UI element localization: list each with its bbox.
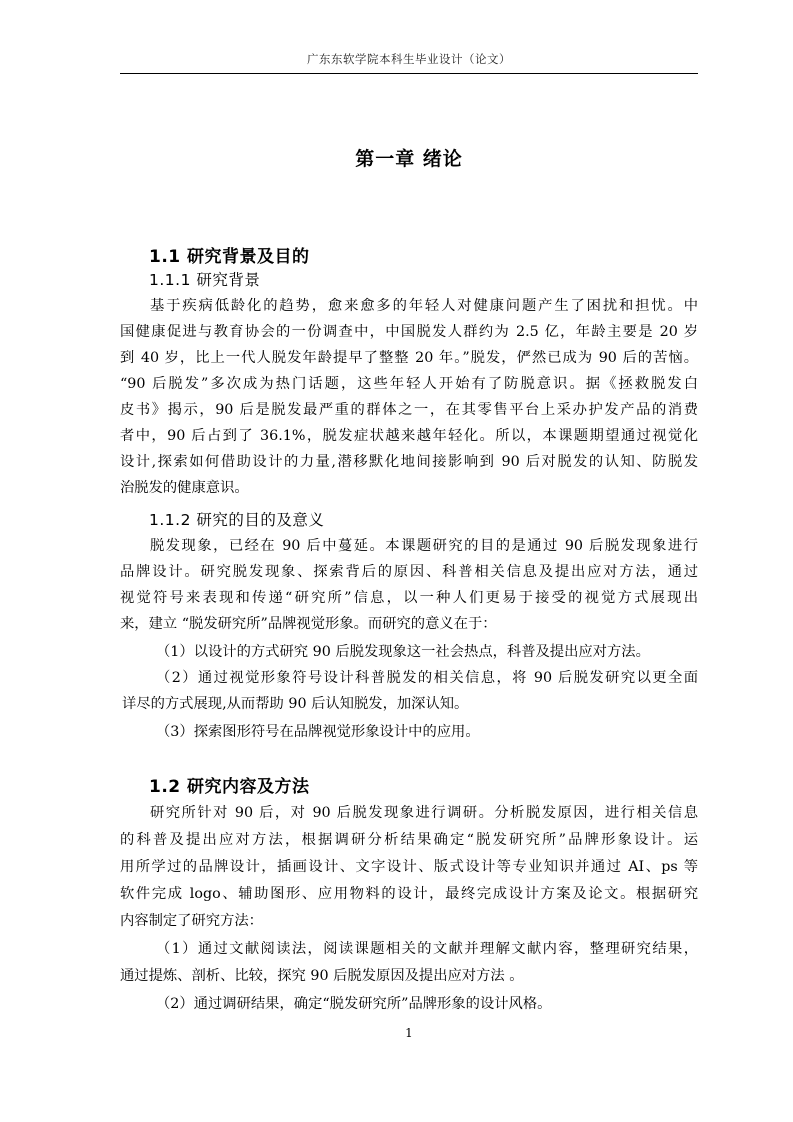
paragraph-line: 皮书》揭示，90 后是脱发最严重的群体之一，在其零售平台上采办护发产品的消费 <box>120 402 698 418</box>
paragraph-line: 品牌设计。研究脱发现象、探索背后的原因、科普相关信息及提出应对方法，通过 <box>120 564 698 580</box>
list-item: （2）通过调研结果，确定“脱发研究所”品牌形象的设计风格。 <box>156 996 552 1012</box>
paragraph-line: 视觉符号来表现和传递“研究所”信息，以一种人们更易于接受的视觉方式展现出 <box>120 590 698 606</box>
paragraph-line: 来，建立 “脱发研究所”品牌视觉形象。而研究的意义在于： <box>120 616 497 632</box>
paragraph-line: 到 40 岁，比上一代人脱发年龄提早了整整 20 年。”脱发，俨然已成为 90 后的苦恼。 <box>120 350 698 366</box>
page-number: 1 <box>405 1026 413 1040</box>
paragraph-line: 基于疾病低龄化的趋势，愈来愈多的年轻人对健康问题产生了困扰和担忧。中 <box>150 298 698 314</box>
paragraph-line: 用所学过的品牌设计，插画设计、文字设计、版式设计等专业知识并通过 AI、ps 等 <box>120 859 698 875</box>
section-heading-1-1-1: 1.1.1 研究背景 <box>149 271 261 289</box>
list-item: （2）通过视觉形象符号设计科普脱发的相关信息，将 90 后脱发研究以更全面 <box>156 670 698 686</box>
page-header: 广东东软学院本科生毕业设计（论文） <box>307 52 511 66</box>
list-item-continuation: 通过提炼、剖析、比较，探究 90 后脱发原因及提出应对方法 。 <box>120 968 524 984</box>
list-item-continuation: 详尽的方式展现,从而帮助 90 后认知脱发，加深认知。 <box>122 696 469 712</box>
paragraph-line: 脱发现象，已经在 90 后中蔓延。本课题研究的目的是通过 90 后脱发现象进行 <box>150 538 698 554</box>
paragraph-line: 国健康促进与教育协会的一份调查中，中国脱发人群约为 2.5 亿，年龄主要是 20 岁 <box>120 324 698 340</box>
header-rule <box>120 73 698 74</box>
section-heading-1-1-2: 1.1.2 研究的目的及意义 <box>149 511 325 529</box>
section-heading-1-2: 1.2 研究内容及方法 <box>149 777 310 797</box>
chapter-title: 第一章 绪论 <box>355 148 463 170</box>
paragraph-line: “90 后脱发”多次成为热门话题，这些年轻人开始有了防脱意识。据《拯救脱发白 <box>120 376 698 392</box>
paragraph-line: 设计,探索如何借助设计的力量,潜移默化地间接影响到 90 后对脱发的认知、防脱发 <box>120 454 698 470</box>
section-heading-1-1: 1.1 研究背景及目的 <box>149 247 310 267</box>
list-item: （1）通过文献阅读法，阅读课题相关的文献并理解文献内容，整理研究结果， <box>156 941 698 957</box>
list-item: （1）以设计的方式研究 90 后脱发现象这一社会热点，科普及提出应对方法。 <box>156 644 650 660</box>
paragraph-line: 内容制定了研究方法： <box>120 913 263 929</box>
paragraph-line: 者中，90 后占到了 36.1%，脱发症状越来越年轻化。所以，本课题期望通过视觉化 <box>120 428 698 444</box>
paragraph-line: 的科普及提出应对方法，根据调研分析结果确定“脱发研究所”品牌形象设计。运 <box>120 832 698 848</box>
paragraph-line: 治脱发的健康意识。 <box>120 480 249 496</box>
paragraph-line: 研究所针对 90 后，对 90 后脱发现象进行调研。分析脱发原因，进行相关信息 <box>150 805 698 821</box>
list-item: （3）探索图形符号在品牌视觉形象设计中的应用。 <box>156 724 480 740</box>
paragraph-line: 软件完成 logo、辅助图形、应用物料的设计，最终完成设计方案及论文。根据研究 <box>120 886 698 902</box>
